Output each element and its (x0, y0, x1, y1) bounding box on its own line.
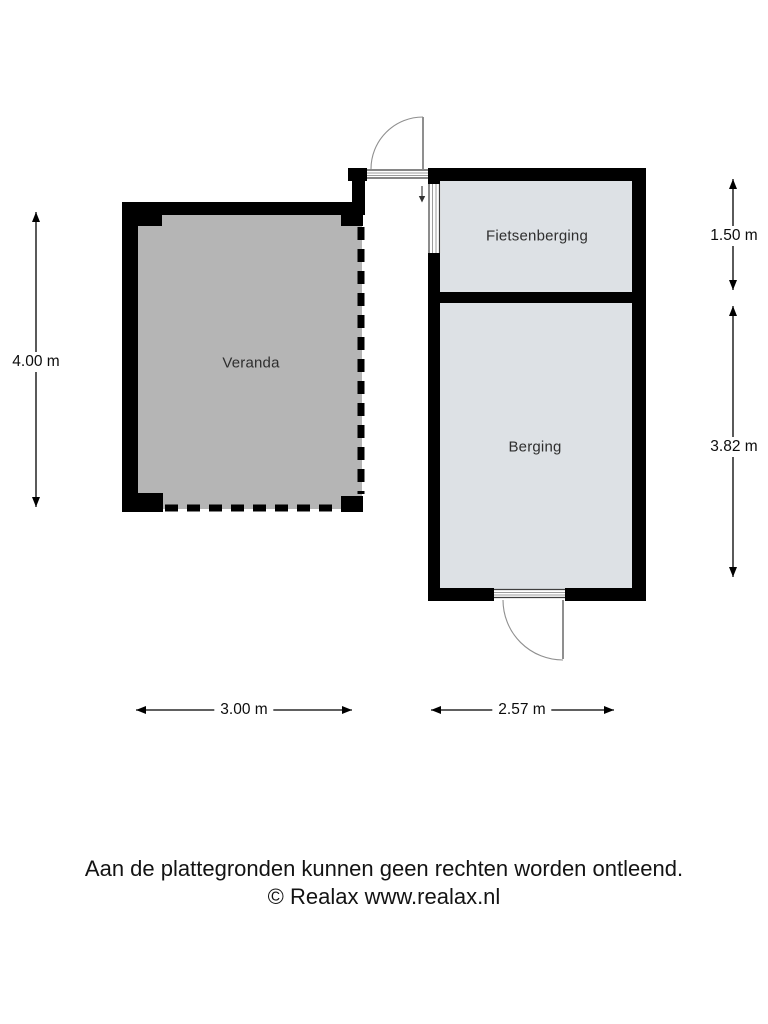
veranda-wall-left (122, 202, 138, 512)
veranda-room (122, 168, 367, 512)
dimension-label-berging-height: 3.82 m (704, 437, 763, 457)
dimension-label-berging-width: 2.57 m (492, 700, 551, 720)
door-swing-arc-bottom (503, 600, 563, 660)
fietsenberging-window (428, 184, 441, 253)
storage-building (367, 117, 646, 660)
storage-divider-wall (428, 292, 640, 303)
storage-wall-left-main (428, 253, 440, 601)
door-swing-arc-top (371, 117, 423, 169)
storage-wall-bottom-left (428, 588, 494, 601)
storage-wall-right (632, 168, 646, 601)
storage-wall-top (428, 168, 646, 181)
fietsenberging-label: Fietsenberging (485, 227, 589, 245)
door-threshold-top (367, 170, 428, 179)
storage-wall-left-top (428, 168, 440, 186)
dimension-label-fietsenberging-height: 1.50 m (704, 226, 763, 246)
entrance-door-top (367, 117, 428, 178)
veranda-label: Veranda (222, 354, 280, 372)
dimension-label-veranda-width: 3.00 m (214, 700, 273, 720)
dimension-label-veranda-height: 4.00 m (6, 352, 65, 372)
footer-copyright: © Realax www.realax.nl (267, 884, 501, 909)
storage-wall-bottom-right (565, 588, 646, 601)
veranda-corner-top-left (138, 215, 162, 226)
veranda-corner-bottom-left (138, 493, 163, 512)
door-threshold-bottom (494, 589, 565, 598)
berging-door-bottom (494, 589, 565, 660)
entrance-arrow-icon (419, 186, 425, 203)
berging-label: Berging (508, 438, 562, 456)
veranda-wall-stub-flange (348, 168, 367, 181)
veranda-corner-bottom-right (341, 496, 363, 512)
veranda-wall-top (122, 202, 363, 215)
footer (0, 855, 768, 911)
footer-disclaimer: Aan de plattegronden kunnen geen rechten worden ontleend. (84, 856, 684, 881)
